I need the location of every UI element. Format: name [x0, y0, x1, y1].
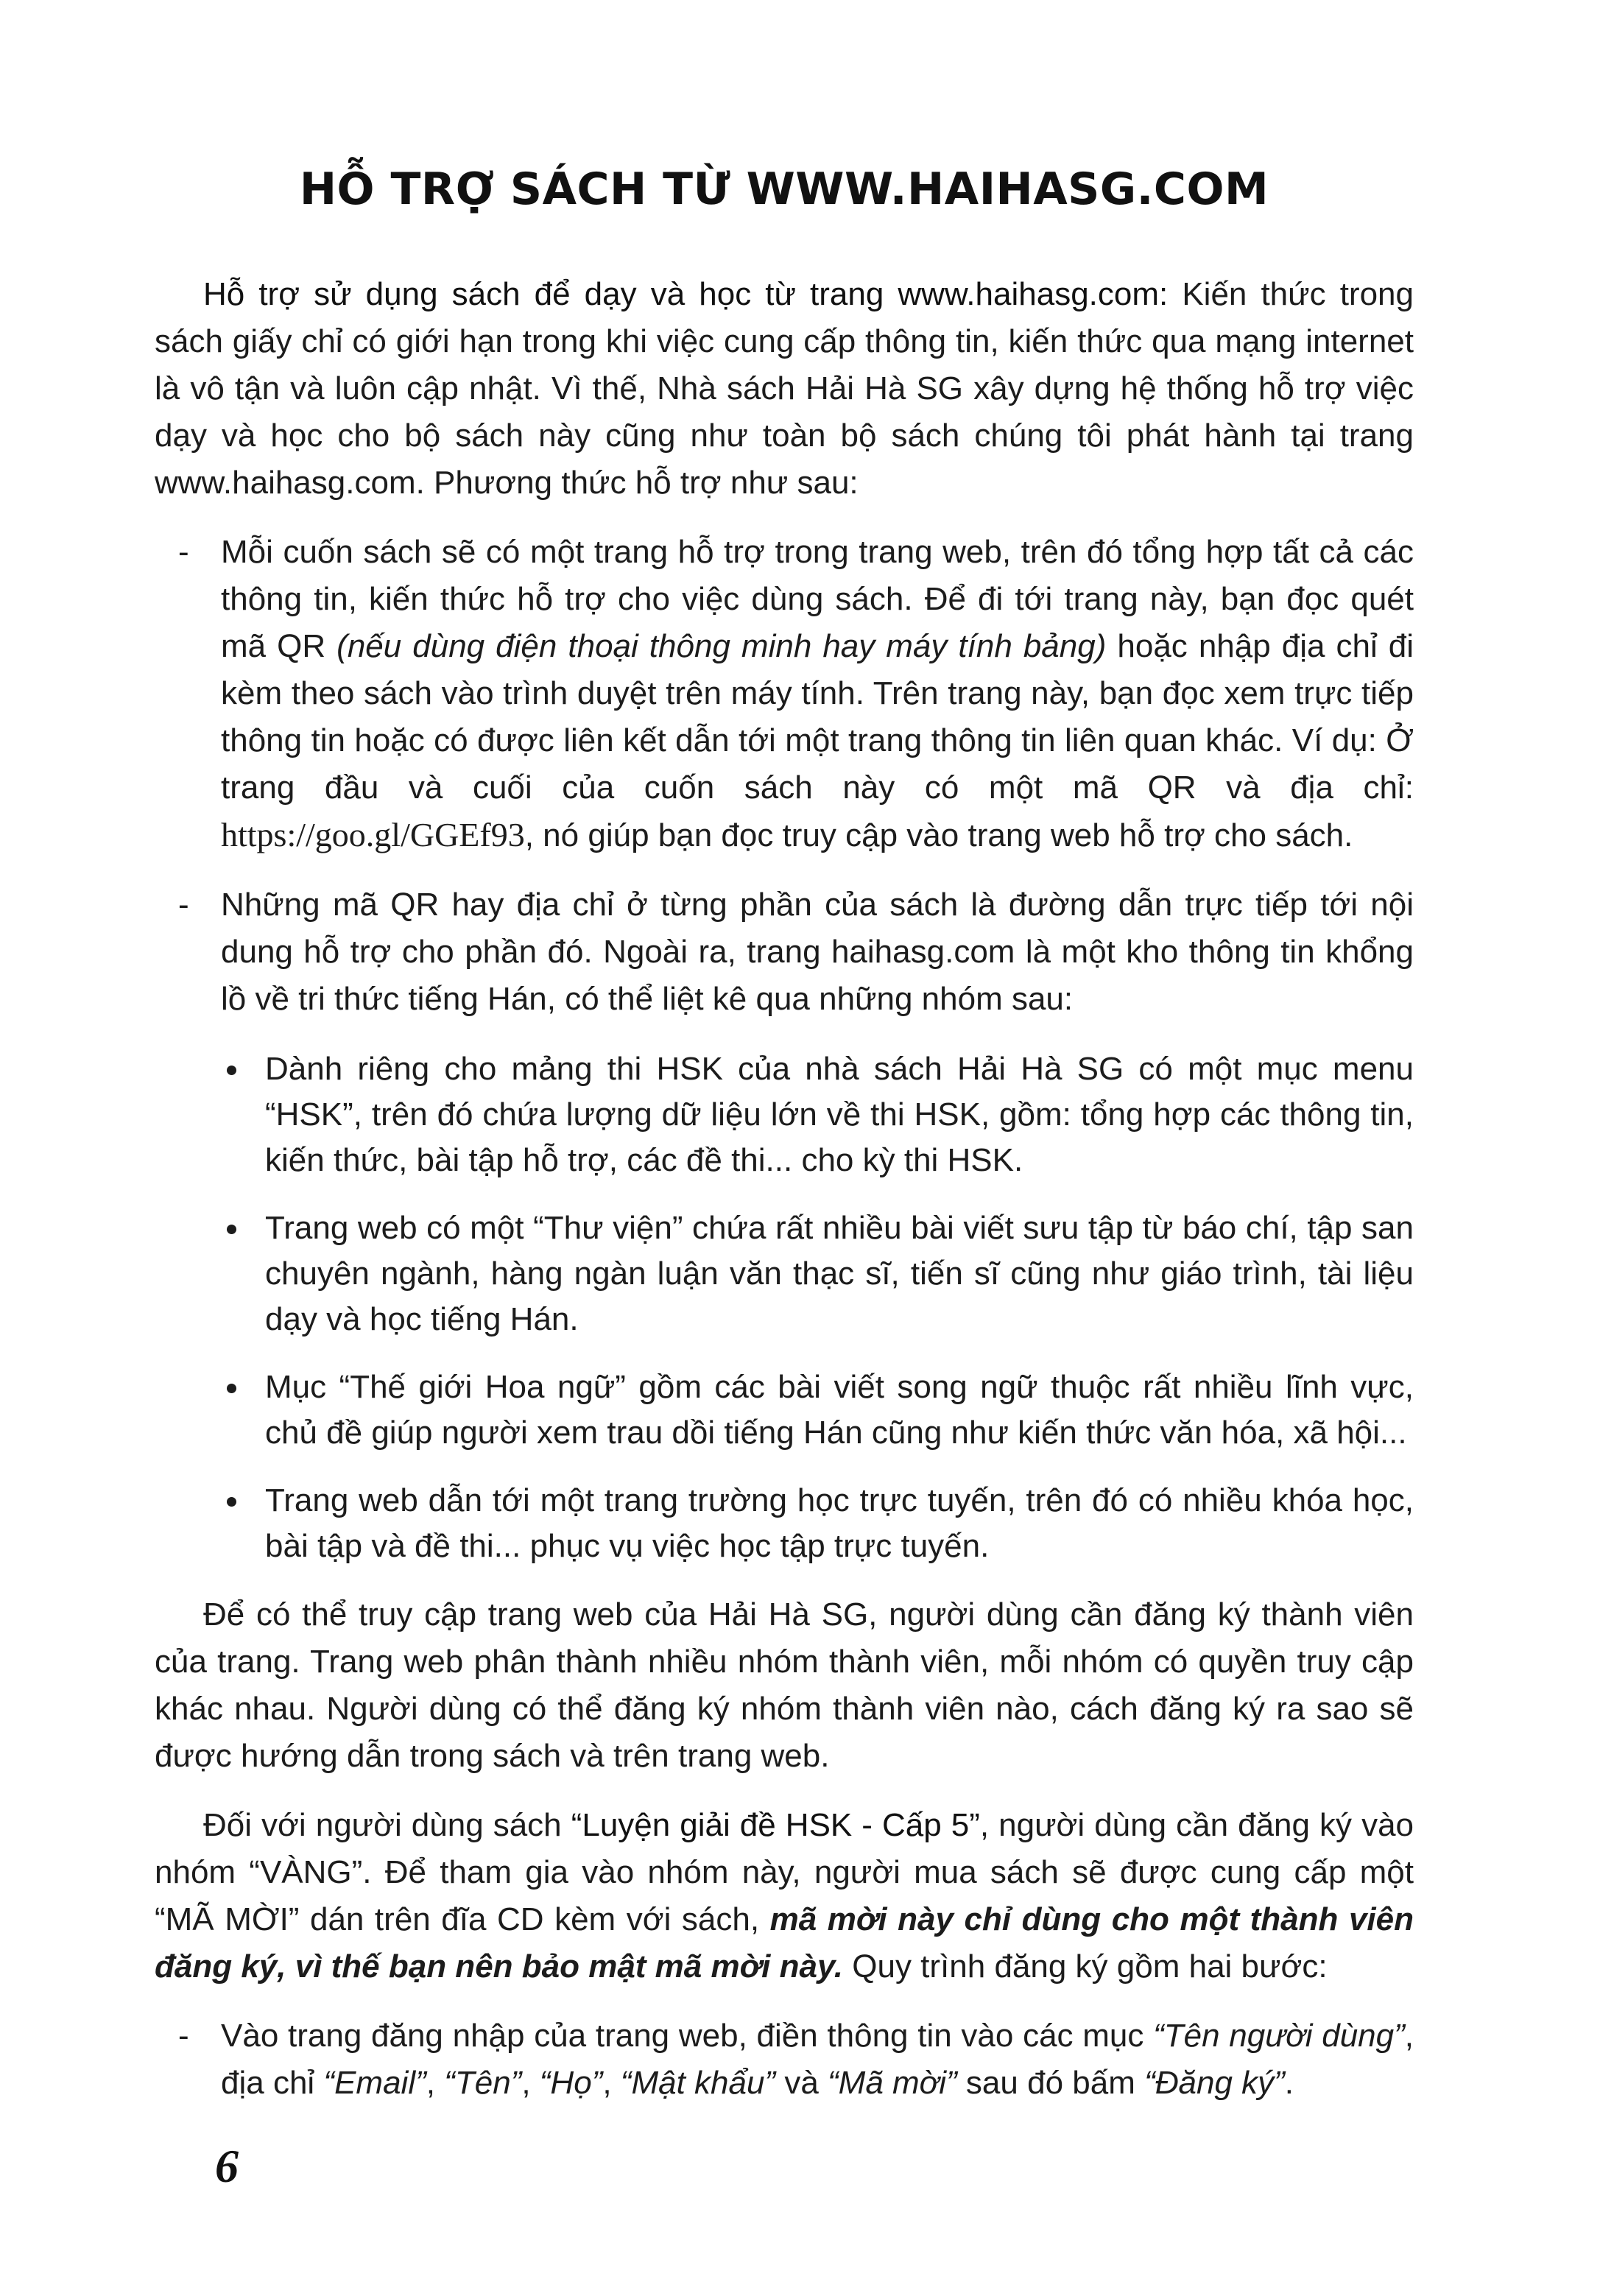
step-text: ,: [426, 2065, 445, 2101]
para-text: , người dùng cần đăng ký vào nhóm “VÀNG”. Để tham gia vào nhóm này, người mua sách sẽ được cung cấp một “MÃ MỜI” dán trên đĩa CD kèm với sách,: [155, 1807, 1414, 1937]
bullet-item: [221, 1046, 1414, 1183]
para-text: Quy trình đăng ký gồm hai bước:: [843, 1948, 1328, 1985]
field-name: “Email”: [323, 2065, 426, 2101]
dash-marker: -: [178, 887, 189, 923]
page-title: HỖ TRỢ SÁCH TỪ WWW.HAIHASG.COM: [299, 163, 1269, 215]
intro-body: Kiến thức trong sách giấy chỉ có giới hạn trong khi việc cung cấp thông tin, kiến thức qua mạng internet là vô tận và luôn cập nhật. Vì thế, Nhà sách Hải Hà SG xây dựng hệ thống hỗ trợ việc dạy và học cho bộ sách này cũng như toàn bộ sách chúng tôi phát hành tại trang: [155, 276, 1414, 454]
intro-lead: Hỗ trợ sử dụng sách để dạy và học từ trang www.haihasg.com:: [203, 276, 1169, 312]
registration-paragraph: [155, 1802, 1414, 1990]
short-url-link[interactable]: https://goo.gl/GGEf93: [221, 816, 525, 853]
bullet-dot: [227, 1497, 236, 1507]
site-link[interactable]: www.haihasg.com: [155, 465, 416, 501]
bullet-text: Mục “Thế giới Hoa ngữ” gồm các bài viết song ngữ thuộc rất nhiều lĩnh vực, chủ đề giúp người xem trau dồi tiếng Hán cũng như kiến thức văn hóa, xã hội...: [265, 1369, 1414, 1451]
step-text: sau đó bấm: [956, 2065, 1145, 2101]
field-name: “Đăng ký”: [1144, 2065, 1285, 2101]
field-name: “Mã mời”: [828, 2065, 957, 2101]
intro-tail: . Phương thức hỗ trợ như sau:: [415, 465, 859, 501]
list-item: [155, 529, 1414, 859]
item-text: hoặc nhập địa chỉ đi kèm theo sách vào trình duyệt trên máy tính. Trên trang này, bạn đọc xem trực tiếp thông tin hoặc có được liên kết dẫn tới một trang thông tin liên quan khác. Ví dụ: Ở trang đầu và cuối của cuốn sách này có một mã QR và địa chỉ:: [221, 628, 1414, 806]
bullet-dot: [227, 1225, 236, 1234]
item-text: Những mã QR hay địa chỉ ở từng phần của sách là đường dẫn trực tiếp tới nội dung hỗ trợ cho phần đó. Ngoài ra, trang haihasg.com là một kho thông tin khổng lồ về tri thức tiếng Hán, có thể liệt kê qua những nhóm sau:: [221, 887, 1414, 1017]
list-item: [155, 881, 1414, 1569]
para-text: Đối với người dùng sách: [203, 1807, 571, 1843]
item-text: , nó giúp bạn đọc truy cập vào trang web hỗ trợ cho sách.: [524, 817, 1353, 853]
step-text: ,: [602, 2065, 621, 2101]
field-name: “Tên người dùng”: [1153, 2018, 1405, 2054]
invite-code-warning: mã mời này chỉ dùng cho một thành viên đăng ký, vì thế bạn nên bảo mật mã mời này.: [155, 1901, 1414, 1985]
step-text: ,: [521, 2065, 540, 2101]
bullet-item: [221, 1205, 1414, 1342]
dash-marker: -: [178, 534, 189, 570]
page-body: [155, 163, 1414, 2129]
item-italic-note: (nếu dùng điện thoại thông minh hay máy tính bảng): [336, 628, 1107, 664]
registration-steps: [155, 2012, 1414, 2107]
item-text: Mỗi cuốn sách sẽ có một trang hỗ trợ trong trang web, trên đó tổng hợp tất cả các thông tin, kiến thức hỗ trợ cho việc dùng sách. Để đi tới trang này, bạn đọc quét mã QR: [221, 534, 1414, 664]
bullet-item: [221, 1364, 1414, 1456]
bullet-item: [221, 1478, 1414, 1569]
field-name: “Mật khẩu”: [620, 2065, 776, 2101]
category-list: [221, 1046, 1414, 1569]
page-number: 6: [215, 2140, 239, 2192]
step-text: và: [775, 2065, 828, 2101]
step-text: .: [1284, 2065, 1294, 2101]
intro-paragraph: [155, 271, 1414, 507]
bullet-dot: [227, 1384, 236, 1393]
field-name: “Tên”: [444, 2065, 522, 2101]
dash-marker: -: [178, 2018, 189, 2054]
bullet-text: Trang web dẫn tới một trang trường học trực tuyến, trên đó có nhiều khóa học, bài tập và đề thi... phục vụ việc học tập trực tuyến.: [265, 1482, 1414, 1564]
step-text: Vào trang đăng nhập của trang web, điền thông tin vào các mục: [221, 2018, 1154, 2054]
membership-paragraph: Để có thể truy cập trang web của Hải Hà SG, người dùng cần đăng ký thành viên của trang. Trang web phân thành nhiều nhóm thành viên, mỗi nhóm có quyền truy cập khác nhau. Người dùng có thể đăng ký nhóm thành viên nào, cách đăng ký ra sao sẽ được hướng dẫn trong sách và trên trang web.: [155, 1596, 1414, 1774]
list-item: [155, 2012, 1414, 2107]
support-list: [155, 529, 1414, 1569]
bullet-dot: [227, 1066, 236, 1075]
book-title: “Luyện giải đề HSK - Cấp 5”: [571, 1807, 980, 1843]
bullet-text: Dành riêng cho mảng thi HSK của nhà sách Hải Hà SG có một mục menu “HSK”, trên đó chứa lượng dữ liệu lớn về thi HSK, gồm: tổng hợp các thông tin, kiến thức, bài tập hỗ trợ, các đề thi... cho kỳ thi HSK.: [265, 1051, 1414, 1178]
step-text: , địa chỉ: [221, 2018, 1414, 2101]
bullet-text: Trang web có một “Thư viện” chứa rất nhiều bài viết sưu tập từ báo chí, tập san chuyên ngành, hàng ngàn luận văn thạc sĩ, tiến sĩ cũng như giáo trình, tài liệu dạy và học tiếng Hán.: [265, 1210, 1414, 1337]
field-name: “Họ”: [539, 2065, 603, 2101]
